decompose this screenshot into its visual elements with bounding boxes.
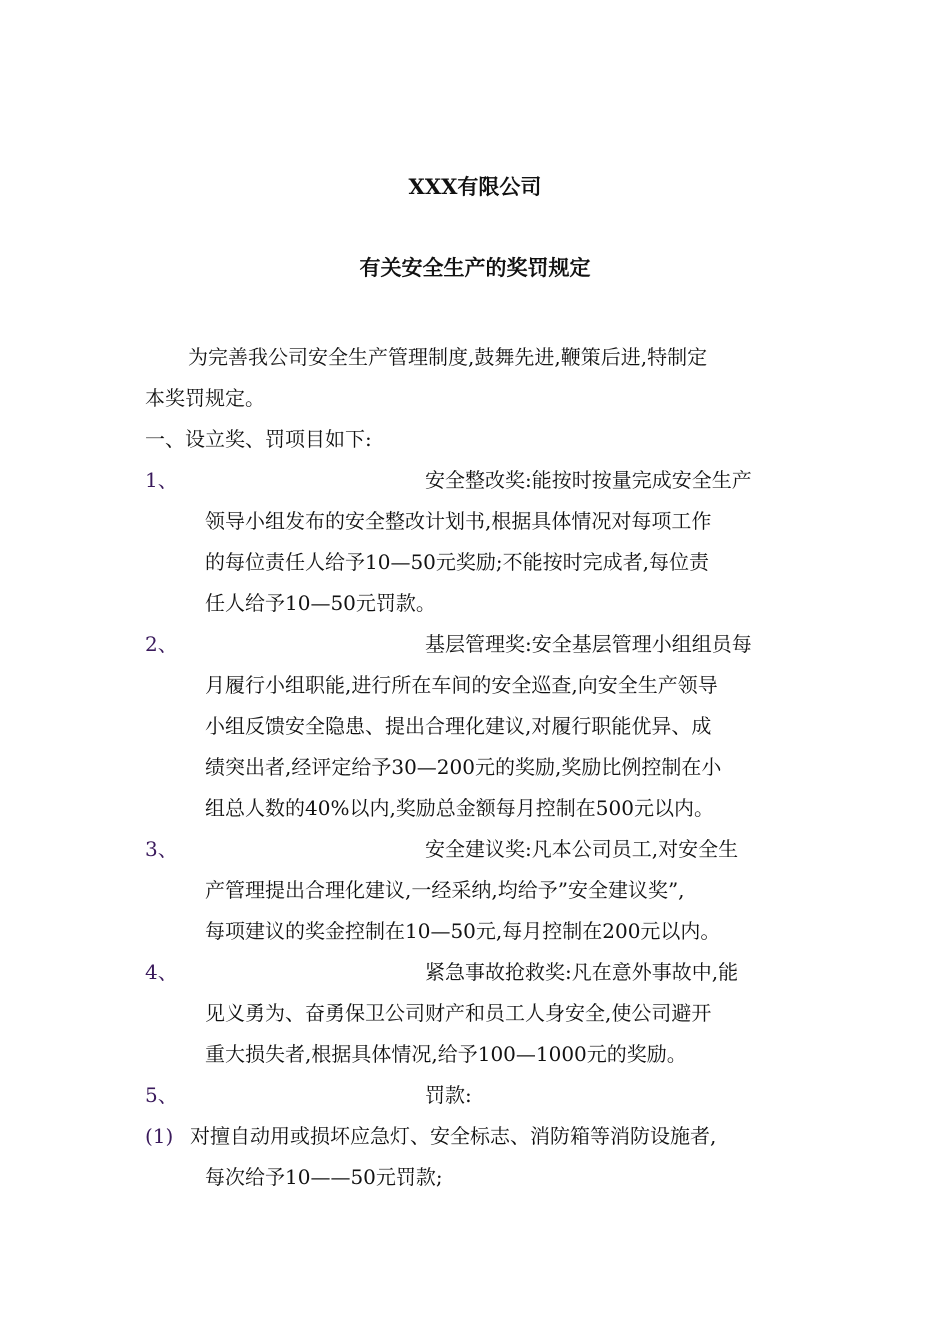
item-heading: 安全建议奖:凡本公司员工,对安全生 — [425, 837, 739, 861]
item-text-line: 产管理提出合理化建议,一经采纳,均给予”安全建议奖”, — [205, 878, 685, 902]
item-text-line: 小组反馈安全隐患、提出合理化建议,对履行职能优异、成 — [205, 714, 712, 738]
item-text-line: 任人给予10—50元罚款。 — [205, 591, 436, 615]
item-text-line: 绩突出者,经评定给予30—200元的奖励,奖励比例控制在小 — [205, 755, 722, 779]
item-text-line: 组总人数的40%以内,奖励总金额每月控制在500元以内。 — [205, 796, 714, 820]
item-number: 3、 — [145, 837, 178, 861]
item-text-line: 重大损失者,根据具体情况,给予100—1000元的奖励。 — [205, 1042, 687, 1066]
item-text-line: 领导小组发布的安全整改计划书,根据具体情况对每项工作 — [205, 509, 712, 533]
item-number: 5、 — [145, 1083, 178, 1107]
fine-text: 对擅自动用或损坏应急灯、安全标志、消防箱等消防设施者, — [190, 1124, 717, 1148]
intro-line-1: 为完善我公司安全生产管理制度,鼓舞先进,鞭策后进,特制定 — [188, 345, 708, 369]
item-number: 2、 — [145, 632, 178, 656]
item-heading: 罚款: — [425, 1083, 472, 1107]
item-heading: 基层管理奖:安全基层管理小组组员每 — [425, 632, 752, 656]
intro-line-2: 本奖罚规定。 — [145, 386, 265, 410]
item-text-line: 每项建议的奖金控制在10—50元,每月控制在200元以内。 — [205, 919, 721, 943]
item-text-line: 见义勇为、奋勇保卫公司财产和员工人身安全,使公司避开 — [205, 1001, 712, 1025]
item-number: 4、 — [145, 960, 178, 984]
fine-number: (1) — [145, 1124, 174, 1148]
item-heading: 安全整改奖:能按时按量完成安全生产 — [425, 468, 752, 492]
document-title: 有关安全生产的奖罚规定 — [359, 255, 591, 280]
fine-text-cont: 每次给予10——50元罚款; — [205, 1165, 443, 1189]
item-text-line: 的每位责任人给予10—50元奖励;不能按时完成者,每位责 — [205, 550, 709, 574]
item-text-line: 月履行小组职能,进行所在车间的安全巡查,向安全生产领导 — [205, 673, 718, 697]
company-name: XXX有限公司 — [408, 174, 542, 199]
item-heading: 紧急事故抢救奖:凡在意外事故中,能 — [425, 960, 739, 984]
section-heading: 一、设立奖、罚项目如下: — [145, 427, 372, 451]
item-number: 1、 — [145, 468, 178, 492]
